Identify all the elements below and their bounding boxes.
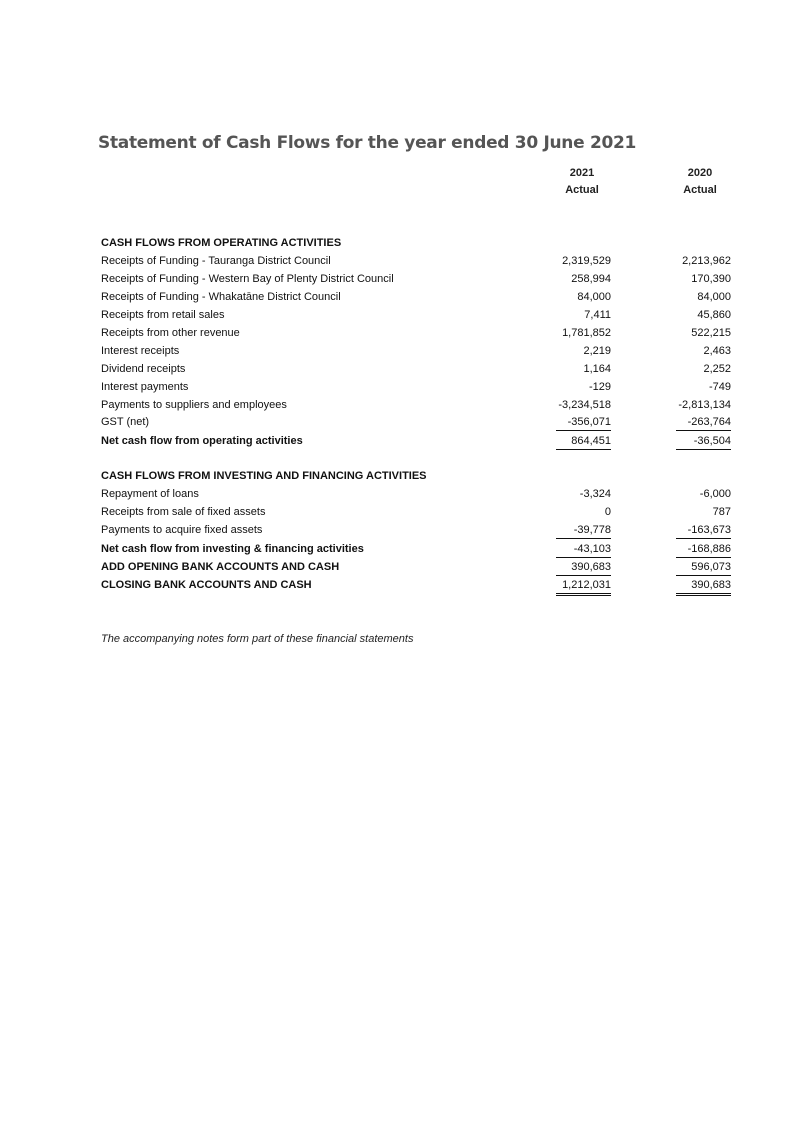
row-label: ADD OPENING BANK ACCOUNTS AND CASH (101, 561, 340, 573)
opening-balance-row (101, 558, 731, 576)
row-label: CLOSING BANK ACCOUNTS AND CASH (101, 579, 312, 591)
value-2021: -43,103 (556, 540, 611, 558)
investing-net-row (101, 540, 731, 558)
value-2020: 45,860 (697, 309, 731, 321)
section-heading: CASH FLOWS FROM OPERATING ACTIVITIES (101, 237, 342, 249)
row-label: Dividend receipts (101, 363, 186, 375)
value-2020: -263,764 (676, 413, 731, 431)
value-2020: -36,504 (676, 432, 731, 450)
closing-balance-row (101, 576, 731, 594)
value-2021: 2,219 (583, 345, 611, 357)
table-row (101, 324, 731, 342)
value-2020: 2,213,962 (682, 255, 731, 267)
row-label: Receipts of Funding - Western Bay of Plenty District Council (101, 273, 394, 285)
table-row (101, 521, 731, 539)
value-2021: 390,683 (556, 558, 611, 576)
row-label: Interest receipts (101, 345, 180, 357)
value-2021: 1,164 (583, 363, 611, 375)
row-label: Payments to acquire fixed assets (101, 524, 263, 536)
table-row (101, 485, 731, 503)
column-label: Actual (683, 184, 717, 196)
column-header-2020 (660, 165, 740, 199)
table-row (101, 360, 731, 378)
column-year: 2021 (569, 167, 595, 179)
value-2020: 2,463 (703, 345, 731, 357)
value-2020: -749 (708, 381, 731, 393)
row-label: GST (net) (101, 416, 150, 428)
table-row (101, 288, 731, 306)
table-row (101, 396, 731, 414)
table-row (101, 252, 731, 270)
value-2021: 84,000 (577, 291, 611, 303)
row-label: Interest payments (101, 381, 189, 393)
table-row (101, 413, 731, 431)
value-2020: 596,073 (676, 558, 731, 576)
table-row (101, 503, 731, 521)
table-row (101, 306, 731, 324)
value-2021: 7,411 (584, 309, 611, 321)
row-label: Receipts from other revenue (101, 327, 240, 339)
footnote: The accompanying notes form part of these financial statements (101, 633, 414, 645)
value-2021: -3,234,518 (558, 399, 611, 411)
value-2021: 864,451 (556, 432, 611, 450)
column-header-2021 (542, 165, 622, 199)
row-label: Repayment of loans (101, 488, 199, 500)
value-2020: 787 (712, 506, 731, 518)
page-title: Statement of Cash Flows for the year ended 30 June 2021 (98, 133, 637, 153)
value-2020: 2,252 (703, 363, 731, 375)
value-2020: -168,886 (676, 540, 731, 558)
value-2020: -2,813,134 (678, 399, 731, 411)
table-row (101, 342, 731, 360)
row-label: Receipts from retail sales (101, 309, 225, 321)
value-2021: -39,778 (556, 521, 611, 539)
row-label: Receipts from sale of fixed assets (101, 506, 266, 518)
value-2020: -6,000 (699, 488, 731, 500)
column-label: Actual (565, 184, 599, 196)
value-2021: -129 (588, 381, 611, 393)
value-2020: 84,000 (697, 291, 731, 303)
row-label: Receipts of Funding - Tauranga District Council (101, 255, 331, 267)
value-2020: 390,683 (676, 576, 731, 596)
value-2021: -3,324 (579, 488, 611, 500)
value-2020: -163,673 (676, 521, 731, 539)
value-2020: 522,215 (691, 327, 731, 339)
table-row (101, 378, 731, 396)
value-2021: 1,212,031 (556, 576, 611, 596)
row-label: Payments to suppliers and employees (101, 399, 287, 411)
value-2021: -356,071 (556, 413, 611, 431)
value-2021: 0 (604, 506, 611, 518)
value-2021: 1,781,852 (562, 327, 611, 339)
value-2020: 170,390 (691, 273, 731, 285)
investing-heading-row (101, 467, 731, 485)
row-label: Receipts of Funding - Whakatāne District Council (101, 291, 341, 303)
section-heading: CASH FLOWS FROM INVESTING AND FINANCING ACTIVITIES (101, 470, 427, 482)
value-2021: 2,319,529 (562, 255, 611, 267)
row-label: Net cash flow from investing & financing activities (101, 543, 364, 555)
value-2021: 258,994 (571, 273, 611, 285)
table-row (101, 270, 731, 288)
row-label: Net cash flow from operating activities (101, 435, 303, 447)
operating-net-row (101, 432, 731, 450)
column-year: 2020 (687, 167, 713, 179)
operating-heading-row (101, 234, 731, 252)
